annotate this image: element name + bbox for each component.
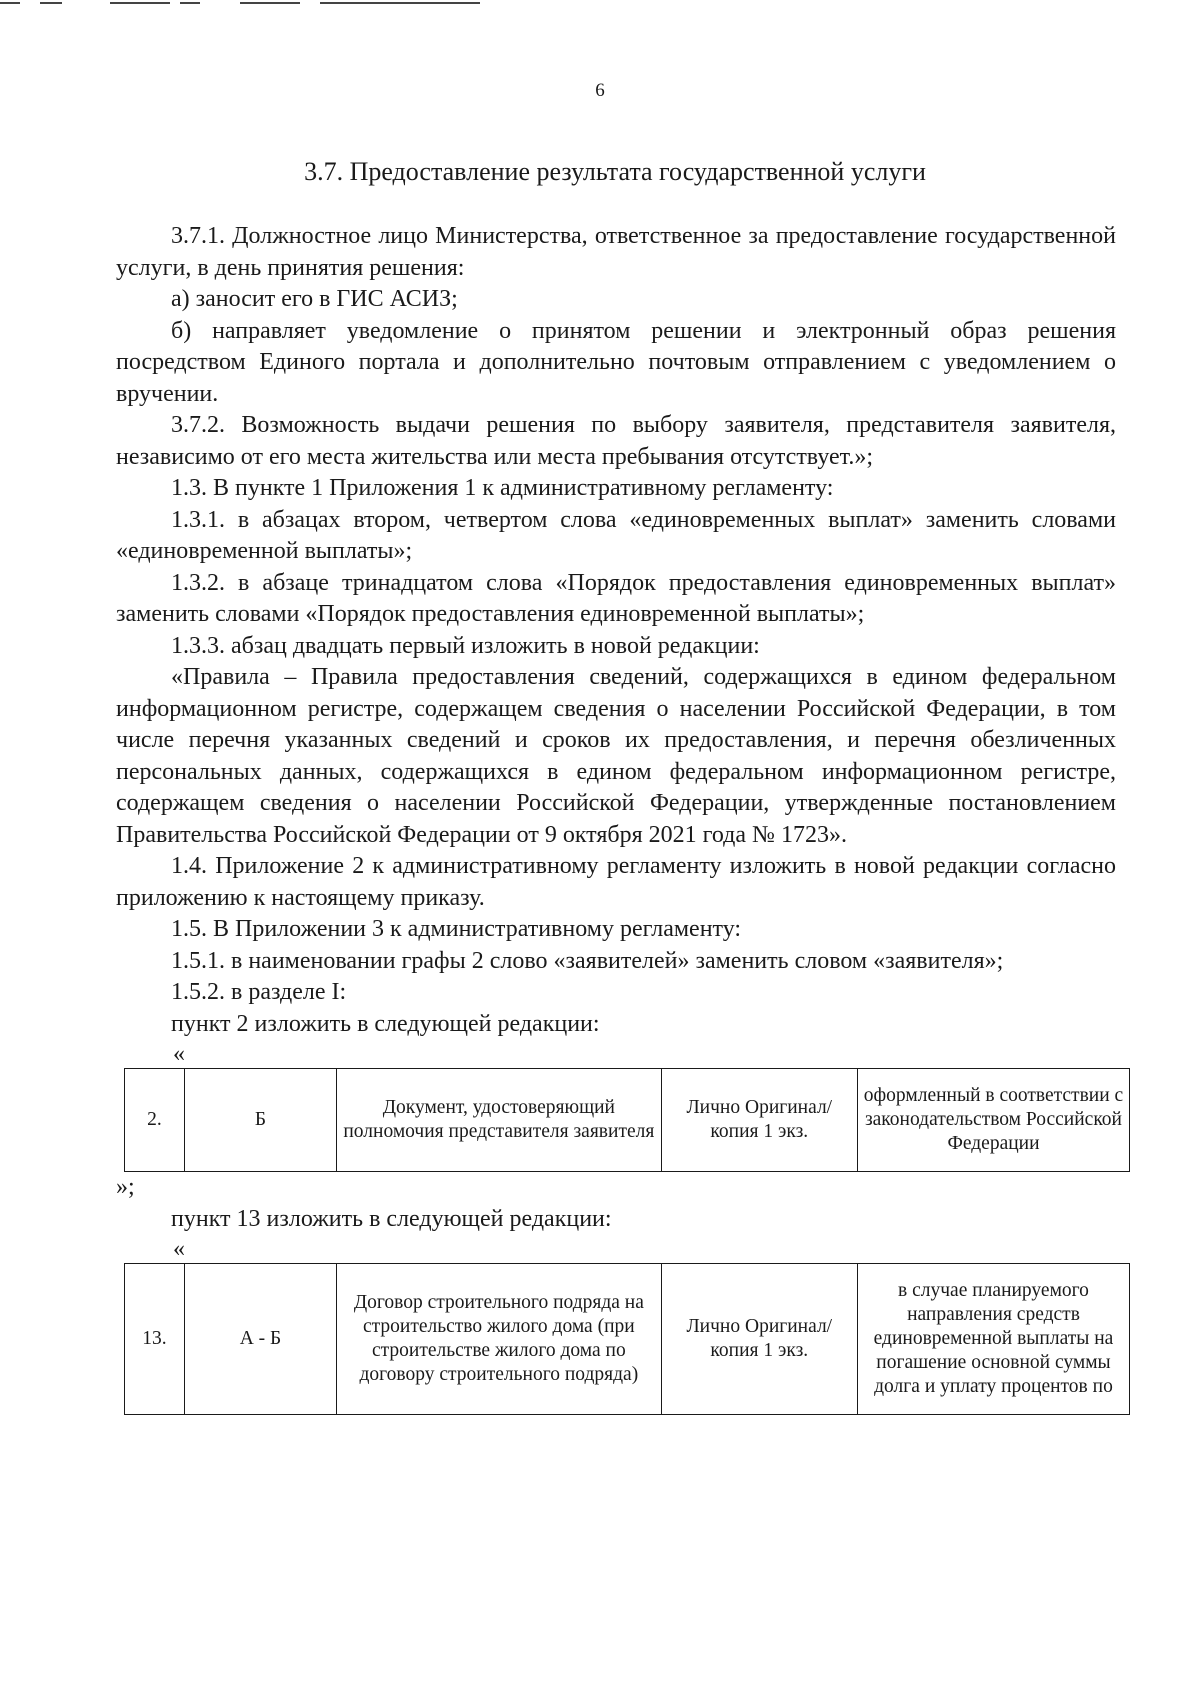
page-number: 6 xyxy=(595,80,605,101)
document-body xyxy=(116,221,1124,1415)
cell-letter: А - Б xyxy=(184,1264,336,1415)
cell-requirement: оформленный в соответствии с законодательством Российской Федерации xyxy=(857,1069,1129,1172)
paragraph: 1.4. Приложение 2 к административному регламенту изложить в новой редакции согласно приложению к настоящему приказу. xyxy=(116,853,1116,911)
opening-quote: « xyxy=(173,1041,185,1067)
paragraph: 1.5.2. в разделе I: xyxy=(171,979,347,1005)
paragraph: 1.5.1. в наименовании графы 2 слово «заявителей» заменить словом «заявителя»; xyxy=(171,947,1004,974)
paragraph: б) направляет уведомление о принятом решении и электронный образ решения посредством Единого портала и дополнительно почтовым отправлением с уведомлением о вручении. xyxy=(116,317,1116,407)
table-row xyxy=(125,1069,1130,1172)
cell-letter: Б xyxy=(184,1069,336,1172)
paragraph: 1.3.1. в абзацах втором, четвертом слова «единовременных выплат» заменить словами «единовременной выплаты»; xyxy=(116,506,1116,564)
paragraph: а) заносит его в ГИС АСИЗ; xyxy=(171,286,458,312)
opening-quote: « xyxy=(173,1236,185,1262)
paragraph: 1.3. В пункте 1 Приложения 1 к административному регламенту: xyxy=(171,475,834,501)
paragraph: пункт 2 изложить в следующей редакции: xyxy=(171,1010,600,1037)
section-title: 3.7. Предоставление результата государственной услуги xyxy=(304,157,926,186)
scan-edge-marks xyxy=(0,0,560,8)
paragraph: «Правила – Правила предоставления сведений, содержащихся в едином федеральном информационном регистре, содержащем сведения о населении Российской Федерации, в том числе перечня указанных сведений и сроков их предоставления, и перечня обезличенных персональных данных, содержащихся в едином федеральном информационном регистре, содержащем сведения о населении Российской Федерации, утвержденные постановлением Правительства Российской Федерации от 9 октября 2021 года № 1723». xyxy=(116,664,1116,848)
paragraph: 1.3.2. в абзаце тринадцатом слова «Порядок предоставления единовременных выплат» заменить словами «Порядок предоставления единовременной выплаты»; xyxy=(116,569,1116,627)
cell-requirement: в случае планируемого направления средств единовременной выплаты на погашение основной суммы долга и уплату процентов по xyxy=(857,1264,1129,1415)
table-row xyxy=(125,1264,1130,1415)
closing-quote: »; xyxy=(116,1174,135,1200)
cell-mode: Лично Оригинал/копия 1 экз. xyxy=(661,1069,857,1172)
cell-number: 2. xyxy=(125,1069,185,1172)
paragraph: 1.5. В Приложении 3 к административному регламенту: xyxy=(171,916,742,942)
paragraph: 3.7.1. Должностное лицо Министерства, ответственное за предоставление государственной услуги, в день принятия решения: xyxy=(116,223,1116,281)
cell-document: Договор строительного подряда на строительство жилого дома (при строительстве жилого дома по договору строительного подряда) xyxy=(337,1264,661,1415)
paragraph: 1.3.3. абзац двадцать первый изложить в новой редакции: xyxy=(171,632,760,659)
paragraph: 3.7.2. Возможность выдачи решения по выбору заявителя, представителя заявителя, независимо от его места жительства или места пребывания отсутствует.»; xyxy=(116,412,1116,470)
cell-mode: Лично Оригинал/копия 1 экз. xyxy=(661,1264,857,1415)
table-item-13 xyxy=(124,1263,1130,1415)
cell-number: 13. xyxy=(125,1264,185,1415)
cell-document: Документ, удостоверяющий полномочия представителя заявителя xyxy=(337,1069,661,1172)
paragraph: пункт 13 изложить в следующей редакции: xyxy=(171,1205,612,1232)
table-item-2 xyxy=(124,1068,1130,1172)
